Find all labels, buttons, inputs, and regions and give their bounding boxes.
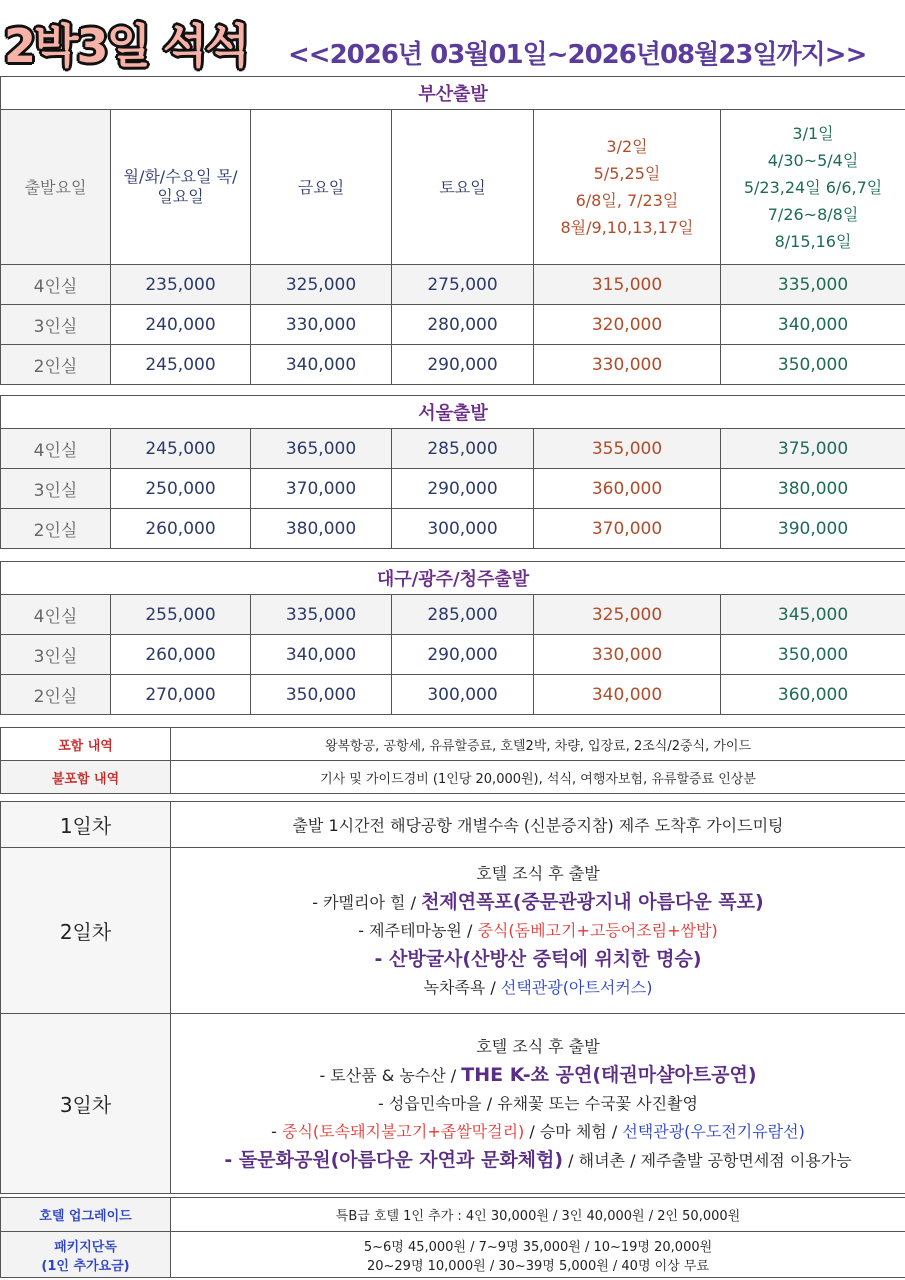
day3-label: 3일차 (1, 1014, 171, 1194)
page-title: 2박3일 석석 (4, 19, 248, 73)
col-header-friday: 금요일 (251, 110, 392, 265)
day2-content: 호텔 조식 후 출발 - 카멜리아 힐 / 천제연폭포(중문관광지내 아름다운 폭포) - 제주테마농원 / 중식(돔베고기+고등어조림+쌈밥) - 산방굴사(산방산 중턱에 위치한 명승) 녹차족욕 / 선택관광(아트서커스) (171, 848, 905, 1014)
excluded-label: 불포함 내역 (1, 761, 171, 794)
table-row: 2인실 260,000 380,000 300,000 370,000 390,000 (1, 509, 905, 549)
page-header (0, 0, 905, 76)
day2-label: 2일차 (1, 848, 171, 1014)
extras-table (0, 1197, 905, 1278)
included-label: 포함 내역 (1, 728, 171, 761)
table-row: 4인실 235,000 325,000 275,000 315,000 335,000 (1, 265, 905, 305)
table-row: 2인실 245,000 340,000 290,000 330,000 350,000 (1, 345, 905, 385)
table-row: 3인실 260,000 340,000 290,000 330,000 350,000 (1, 635, 905, 675)
price-table-daegu (0, 561, 905, 715)
excluded-text: 기사 및 가이드경비 (1인당 20,000원), 석식, 여행자보험, 유류할증료 인상분 (171, 761, 905, 794)
table-row: 3인실 240,000 330,000 280,000 320,000 340,000 (1, 305, 905, 345)
period-text: <<2026년 03월01일~2026년08월23일까지>> (288, 40, 867, 70)
col-header-saturday: 토요일 (392, 110, 534, 265)
section-title: 서울출발 (1, 396, 905, 429)
col-header-peak1: 3/2일 5/5,25일 6/8일, 7/23일 8월/9,10,13,17일 (534, 110, 721, 265)
solo-label: 패키지단독 (1인 추가요금) (1, 1232, 171, 1278)
price-table-seoul (0, 395, 905, 549)
table-row: 2인실 270,000 350,000 300,000 340,000 360,000 (1, 675, 905, 715)
table-row: 3인실 250,000 370,000 290,000 360,000 380,000 (1, 469, 905, 509)
table-row: 4인실 255,000 335,000 285,000 325,000 345,000 (1, 595, 905, 635)
section-title: 대구/광주/청주출발 (1, 562, 905, 595)
col-header-weekday: 월/화/수요일 목/일요일 (111, 110, 251, 265)
day1-label: 1일차 (1, 802, 171, 848)
day3-content: 호텔 조식 후 출발 - 토산품 & 농수산 / THE K-쑈 공연(태권마샬아트공연) - 성읍민속마을 / 유채꽃 또는 수국꽃 사진촬영 - 중식(토속돼지불고기+좁쌀막걸리) / 승마 체험 / 선택관광(우도전기유람선) - 돌문화공원(아름다운 자연과 문화체험) / 해녀촌 / 제주출발 공항면세점 이용가능 (171, 1014, 905, 1194)
included-text: 왕복항공, 공항세, 유류할증료, 호텔2박, 차량, 입장료, 2조식/2중식, 가이드 (171, 728, 905, 761)
section-title: 부산출발 (1, 77, 905, 110)
inclusion-table (0, 727, 905, 794)
itinerary-table (0, 801, 905, 1194)
solo-text: 5~6명 45,000원 / 7~9명 35,000원 / 10~19명 20,000원 20~29명 10,000원 / 30~39명 5,000원 / 40명 이상 무료 (171, 1232, 905, 1278)
col-header-label: 출발요일 (1, 110, 111, 265)
day1-text: 출발 1시간전 해당공항 개별수속 (신분증지참) 제주 도착후 가이드미팅 (171, 802, 905, 848)
upgrade-text: 특B급 호텔 1인 추가 : 4인 30,000원 / 3인 40,000원 / 2인 50,000원 (171, 1198, 905, 1232)
price-table-busan (0, 76, 905, 385)
table-row: 4인실 245,000 365,000 285,000 355,000 375,000 (1, 429, 905, 469)
upgrade-label: 호텔 업그레이드 (1, 1198, 171, 1232)
col-header-peak2: 3/1일 4/30~5/4일 5/23,24일 6/6,7일 7/26~8/8일 8/15,16일 (721, 110, 905, 265)
